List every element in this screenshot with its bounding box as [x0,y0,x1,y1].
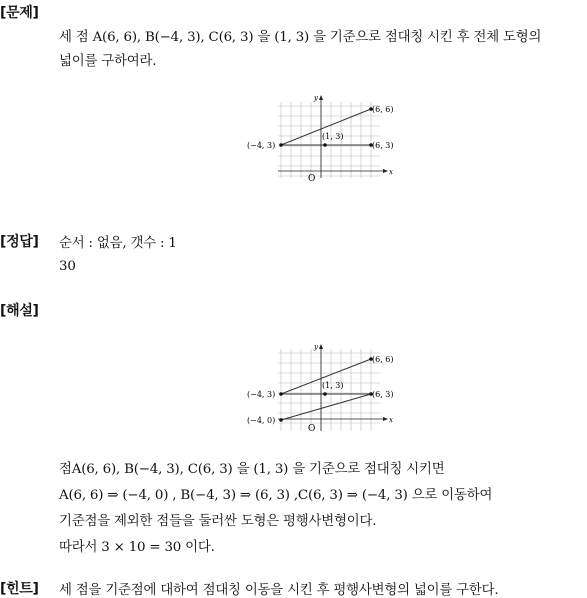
solution-y-axis-arrow [319,344,323,349]
problem-label-b: (−4, 3) [247,141,276,150]
problem-label-center: (1, 3) [322,132,344,141]
solution-graph [245,341,405,435]
solution-label-y: y [314,343,318,351]
answer-text-line-1: 순서 : 없음, 갯수 : 1 [59,236,177,251]
answer-tag: [정답] [0,234,39,250]
problem-y-axis-arrow [319,95,323,100]
solution-label-a: (6, 6) [372,355,394,364]
problem-label-a: (6, 6) [372,105,394,114]
problem-graph [245,92,405,182]
hint-text-line-1: 세 점을 기준점에 대하여 점대칭 이동을 시킨 후 평행사변형의 넓이를 구한다. [59,583,499,598]
problem-point-b [279,143,283,147]
hint-tag: [힌트] [0,581,39,597]
solution-point-c-image [279,418,283,422]
answer-text-line-2: 30 [59,259,76,274]
solution-label-origin: O [308,424,316,434]
solution-label-x: x [389,416,393,424]
solution-x-axis-arrow [383,417,388,421]
problem-label-c: (6, 3) [372,141,394,150]
solution-label-c: (6, 3) [372,390,394,399]
problem-label-x: x [389,168,393,176]
problem-text-line-2: 넓이를 구하여라. [59,54,157,69]
solution-point-b [279,392,283,396]
solution-label-b: (−4, 3) [247,390,276,399]
solution-segment-image-slant [281,394,371,420]
solution-text-line-4: 따라서 3 × 10 = 30 이다. [59,540,215,555]
problem-text-line-1: 세 점 A(6, 6), B(−4, 3), C(6, 3) 을 (1, 3) 을 기준으로 점대칭 시킨 후 전체 도형의 [59,30,542,45]
solution-tag: [해설] [0,303,39,319]
problem-point-center [323,143,327,147]
problem-tag: [문제] [0,5,39,21]
problem-x-axis-arrow [383,169,388,173]
solution-point-center [323,392,327,396]
solution-text-line-1: 점A(6, 6), B(−4, 3), C(6, 3) 을 (1, 3) 을 기준으로 점대칭 시키면 [59,462,445,477]
solution-label-c-image: (−4, 0) [247,416,276,425]
problem-label-origin: O [308,174,316,182]
solution-label-center: (1, 3) [322,381,344,390]
solution-text-line-2: A(6, 6) ⇒ (−4, 0) , B(−4, 3) ⇒ (6, 3) ,C(6, 3) ⇒ (−4, 3) 으로 이동하여 [59,488,493,503]
solution-text-line-3: 기준점을 제외한 점들을 둘러싼 도형은 평행사변형이다. [59,514,377,529]
problem-label-y: y [314,94,318,102]
